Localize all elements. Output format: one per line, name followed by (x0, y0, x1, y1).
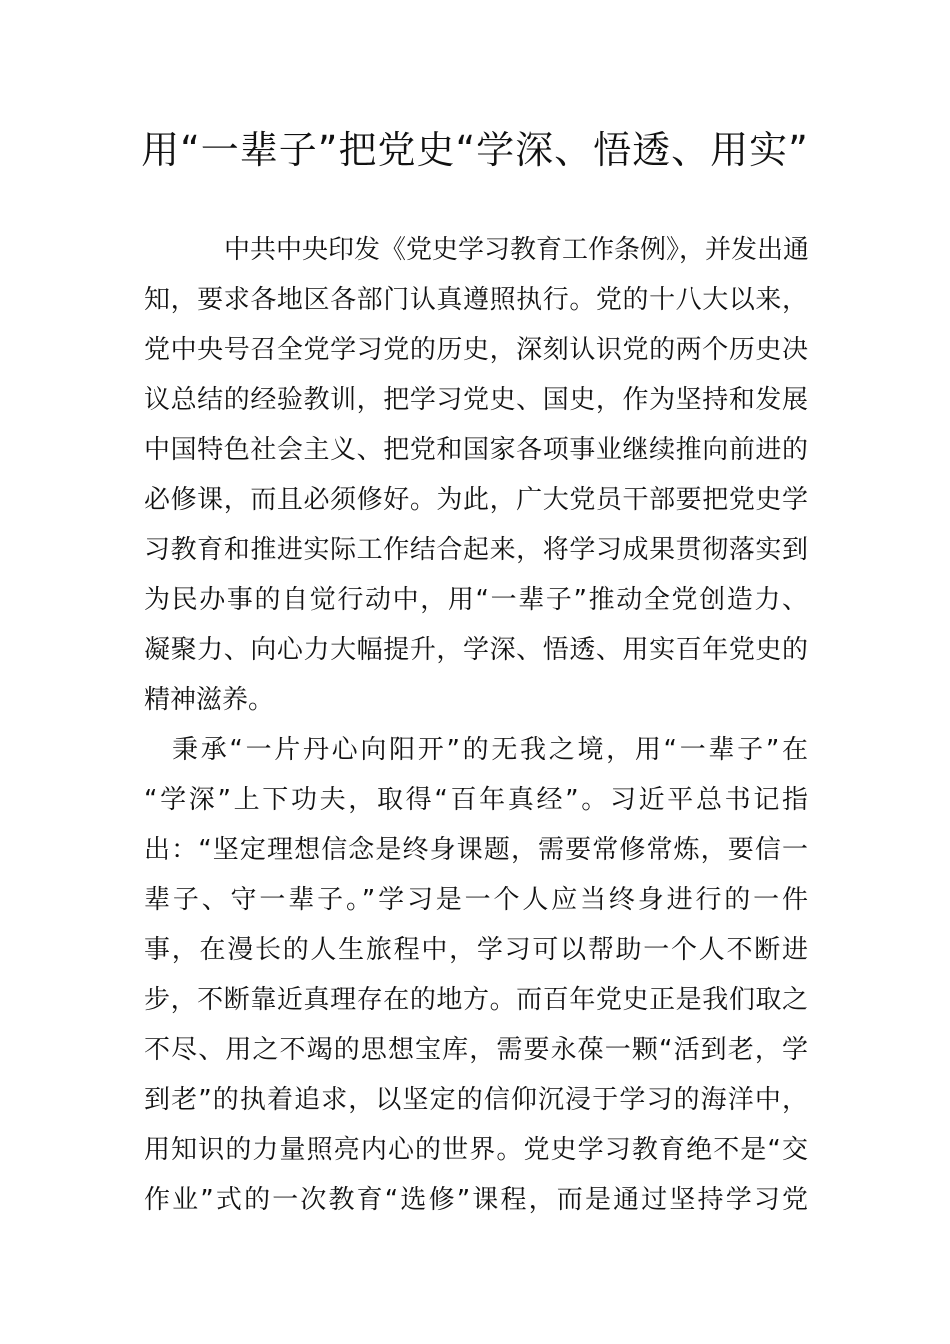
paragraph-1-line-6: 必修课，而且必须修好。为此，广大党员干部要把党史学 (144, 485, 808, 515)
paragraph-1-line-8: 为民办事的自觉行动中，用“一辈子”推动全党创造力、 (144, 585, 808, 615)
paragraph-1-line-5: 中国特色社会主义、把党和国家各项事业继续推向前进的 (144, 435, 808, 465)
paragraph-1-line-2: 知，要求各地区各部门认真遵照执行。党的十八大以来， (144, 285, 808, 315)
paragraph-1-line-7: 习教育和推进实际工作结合起来，将学习成果贯彻落实到 (144, 535, 808, 565)
paragraph-2-line-5: 事，在漫长的人生旅程中，学习可以帮助一个人不断进 (144, 935, 808, 965)
paragraph-1-line-9: 凝聚力、向心力大幅提升，学深、悟透、用实百年党史的 (144, 635, 808, 665)
paragraph-2-line-8: 到老”的执着追求，以坚定的信仰沉浸于学习的海洋中， (144, 1085, 808, 1115)
paragraph-1-line-10: 精神滋养。 (144, 685, 275, 715)
paragraph-2-line-2: “学深”上下功夫，取得“百年真经”。习近平总书记指 (144, 785, 808, 815)
paragraph-2-line-9: 用知识的力量照亮内心的世界。党史学习教育绝不是“交 (144, 1135, 808, 1165)
paragraph-2-line-1: 秉承“一片丹心向阳开”的无我之境，用“一辈子”在 (172, 735, 808, 765)
paragraph-2-line-10: 作业”式的一次教育“选修”课程，而是通过坚持学习党 (144, 1185, 808, 1215)
paragraph-1-line-4: 议总结的经验教训，把学习党史、国史，作为坚持和发展 (144, 385, 808, 415)
paragraph-2-line-4: 辈子、守一辈子。”学习是一个人应当终身进行的一件 (144, 885, 808, 915)
paragraph-1-line-1: 中共中央印发《党史学习教育工作条例》，并发出通 (224, 235, 810, 265)
document-title: 用“一辈子”把党史“学深、悟透、用实” (141, 128, 809, 172)
paragraph-1-line-3: 党中央号召全党学习党的历史，深刻认识党的两个历史决 (144, 335, 808, 365)
paragraph-2-line-7: 不尽、用之不竭的思想宝库，需要永葆一颗“活到老，学 (144, 1035, 808, 1065)
paragraph-2-line-3: 出：“坚定理想信念是终身课题，需要常修常炼，要信一 (144, 835, 808, 865)
paragraph-2-line-6: 步，不断靠近真理存在的地方。而百年党史正是我们取之 (144, 985, 808, 1015)
